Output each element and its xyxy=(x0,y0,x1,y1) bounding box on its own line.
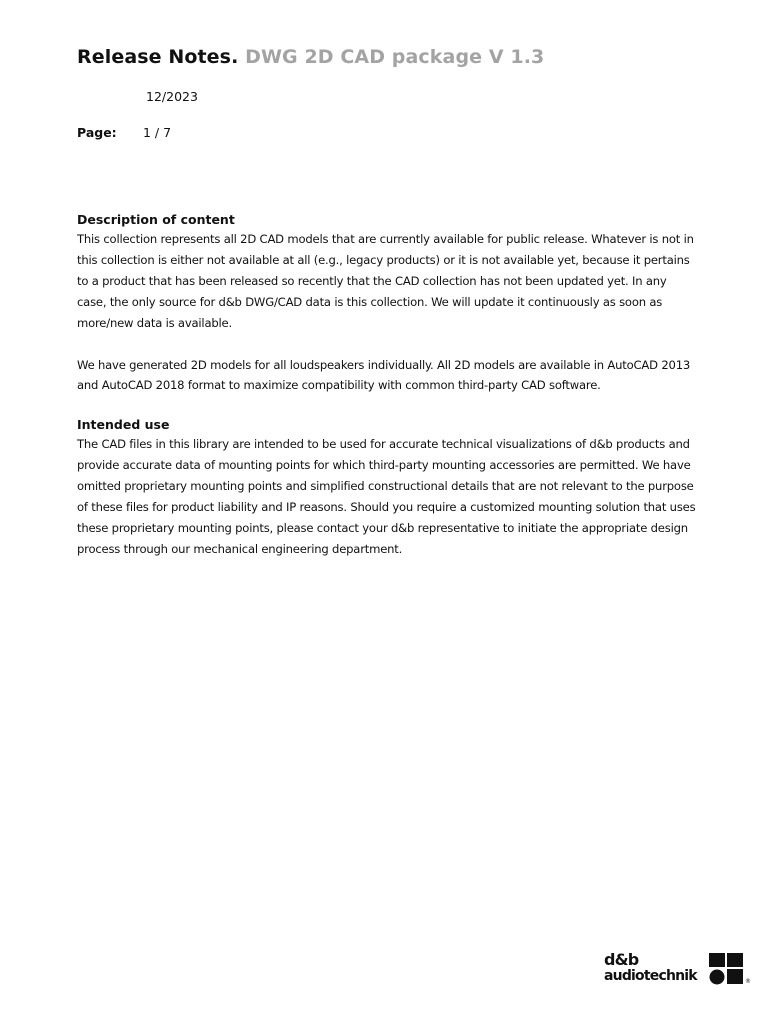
section-description-of-content xyxy=(77,210,697,396)
section-paragraph: This collection represents all 2D CAD models that are currently available for public release. Whatever is not in this collection is either not available at all (e.g., legacy products) or it is not available yet, because it pertains to a product that has been released so recently that the CAD collection has not been updated yet. In any case, the only source for d&b DWG/CAD data is this collection. We will update it continuously as soon as more/new data is available. xyxy=(77,232,694,330)
page-number: 1 / 7 xyxy=(143,125,172,140)
page-label: Page: xyxy=(77,125,117,140)
db-audiotechnik-logo xyxy=(604,951,750,987)
section-heading: Intended use xyxy=(77,417,170,432)
release-notes-title: Release Notes. xyxy=(77,46,239,68)
logo-line-2: audiotechnik xyxy=(604,968,697,984)
logo-wordmark xyxy=(604,951,697,985)
registered-mark: ® xyxy=(745,978,751,985)
page-indicator xyxy=(77,125,172,140)
section-paragraph: The CAD files in this library are intended to be used for accurate technical visualizations of d&b products and provide accurate data of mounting points for which third-party mounting accessories are permitted. We have omitted proprietary mounting points and simplified constructional details that are not relevant to the purpose of these files for product liability and IP reasons. Should you require a customized mounting solution that uses these proprietary mounting points, please contact your d&b representative to initiate the appropriate design process through our mechanical engineering department. xyxy=(77,437,696,556)
section-heading: Description of content xyxy=(77,212,235,227)
logo-squares-icon xyxy=(709,953,745,985)
logo-line-1: d&b xyxy=(604,950,639,969)
package-subtitle: DWG 2D CAD package V 1.3 xyxy=(245,46,545,68)
document-title xyxy=(77,46,544,68)
section-intended-use xyxy=(77,415,697,559)
section-paragraph: We have generated 2D models for all loudspeakers individually. All 2D models are available in AutoCAD 2013 and AutoCAD 2018 format to maximize compatibility with common third-party CAD software. xyxy=(77,357,691,393)
release-date: 12/2023 xyxy=(146,89,198,104)
